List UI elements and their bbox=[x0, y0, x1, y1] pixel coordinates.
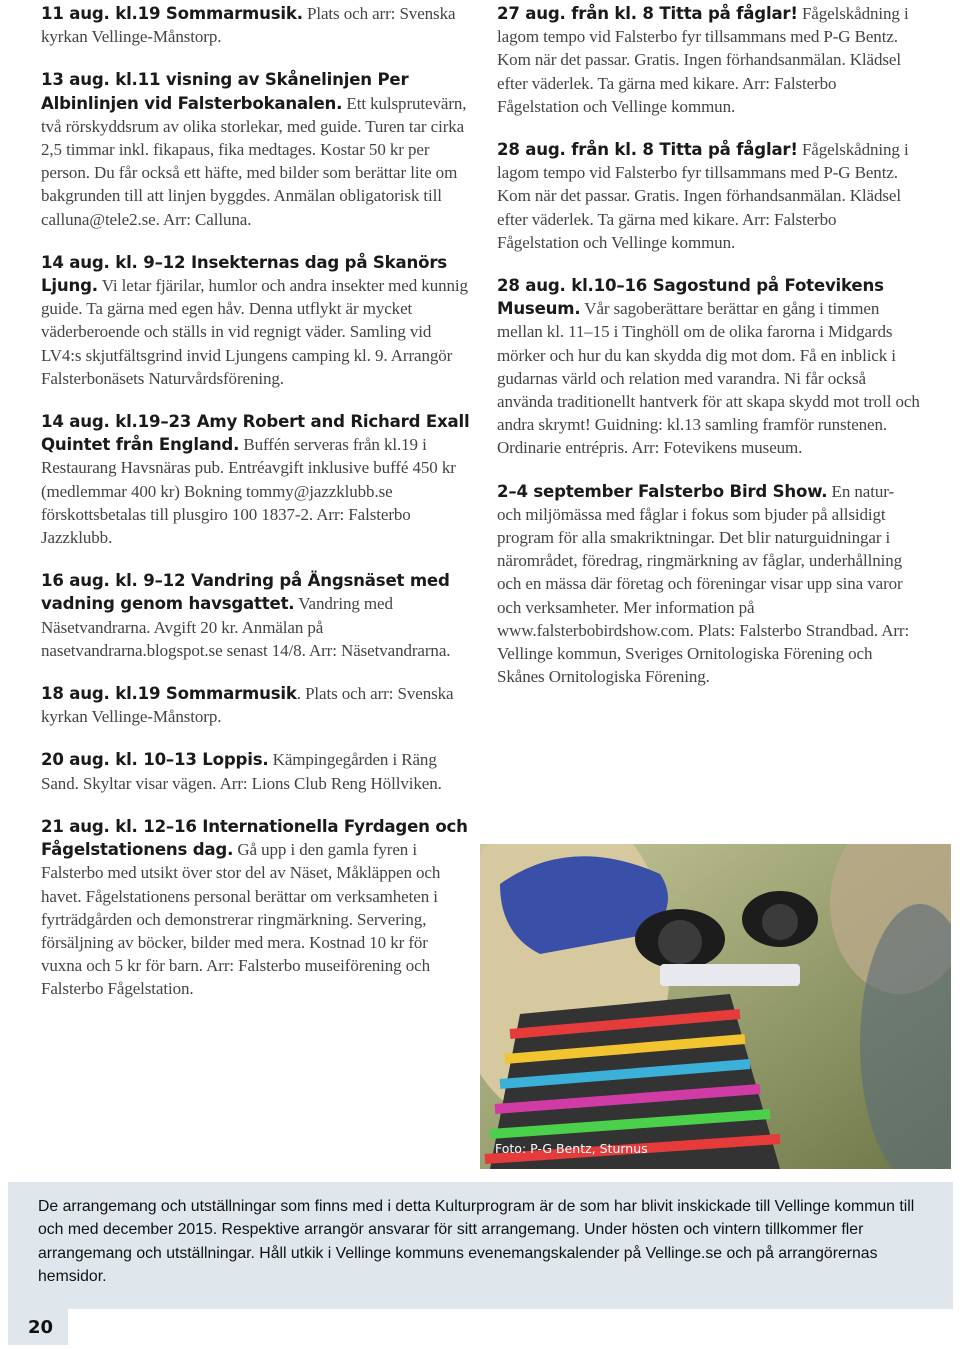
event-body: Fågelskådning i lagom tempo vid Falsterbo fyr tillsammans med P-G Bentz. Kom när det passar. Gratis. Ingen förhandsanmälan. Klädsel efter väderlek. Ta gärna med kikare. Arr: Falsterbo Fågelstation och Vellinge kommun. bbox=[497, 4, 909, 116]
event-heading: 28 aug. från kl. 8 Titta på fåglar! bbox=[497, 140, 798, 160]
event-body: Vår sagoberättare berättar en gång i timmen mellan kl. 11–15 i Tinghöll om de olika farorna i Midgards mörker och hur du kan skydda dig mot dom. Få en inblick i gudarnas värld och relation med varandra. Ni får också använda traditionellt hantverk för att skapa skydd mot troll och andra skrymt! Guidning: kl.13 samling framför runstenen. Ordinarie entrépris. Arr: Fotevikens museum. bbox=[497, 299, 920, 458]
disclaimer-box bbox=[8, 1182, 953, 1309]
event-entry bbox=[497, 2, 922, 118]
event-heading: 20 aug. kl. 10–13 Loppis. bbox=[41, 750, 269, 770]
event-entry bbox=[41, 815, 471, 1001]
left-column bbox=[41, 2, 471, 1021]
event-heading: 18 aug. kl.19 Sommarmusik bbox=[41, 684, 297, 704]
event-entry bbox=[41, 569, 471, 662]
event-entry bbox=[497, 274, 922, 460]
event-entry bbox=[41, 251, 471, 390]
event-body: Kämpingegården i Räng Sand. Skyltar visar vägen. Arr: Lions Club Reng Höllviken. bbox=[41, 750, 442, 793]
page-number bbox=[8, 1309, 68, 1345]
event-body: Vi letar fjärilar, humlor och andra insekter med kunnig guide. Ta gärna med egen håv. Denna utflykt är mycket väderberoende och ställs in vid regnigt väder. Samling vid LV4:s skjutfältsgrind invid Ljungens camping kl. 9. Arrangör Falsterbonäsets Naturvårdsförening. bbox=[41, 276, 468, 388]
event-body: Buffén serveras från kl.19 i Restaurang Havsnäras pub. Entréavgift inklusive buffé 450 kr (medlemmar 400 kr) Bokning tommy@jazzklubb.se förskottsbetalas till plusgiro 100 1837-2. Arr: Falsterbo Jazzklubb. bbox=[41, 435, 456, 548]
event-heading: 11 aug. kl.19 Sommarmusik. bbox=[41, 4, 303, 23]
event-heading: 16 aug. kl. 9–12 Vandring på Ängsnäset med vadning genom havsgattet. bbox=[41, 571, 450, 614]
event-body: En natur- och miljömässa med fåglar i fokus som bjuder på allsidigt program för alla smakriktningar. Det blir naturguidningar i närområdet, föredrag, ringmärkning av fåglar, underhållning och en mässa där företag och föreningar visar upp sina varor och verksamheter. Mer information på www.falsterbobirdshow.com. Plats: Falsterbo Strandbad. Arr: Vellinge kommun, Sveriges Ornitologiska Förening och Skånes Ornitologiska Förening. bbox=[497, 481, 910, 687]
event-entry bbox=[41, 2, 471, 48]
event-body: Vandring med Näsetvandrarna. Avgift 20 kr. Anmälan på nasetvandrarna.blogspot.se senast 14/8. Arr: Näsetvandrarna. bbox=[41, 594, 451, 660]
event-body: . Plats och arr: Svenska kyrkan Vellinge-Månstorp. bbox=[41, 684, 454, 727]
disclaimer-text: De arrangemang och utställningar som finns med i detta Kulturprogram är de som har blivit inskickade till Vellinge kommun till och med december 2015. Respektive arrangör ansvarar för sitt arrangemang. Under hösten och vintern tillkommer fler arrangemang och utställningar. Håll utkik i Vellinge kommuns evenemangskalender på Vellinge.se och på arrangörernas hemsidor. bbox=[38, 1198, 915, 1285]
birdwatching-photo bbox=[480, 844, 951, 1169]
event-body: Plats och arr: Svenska kyrkan Vellinge-Månstorp. bbox=[41, 4, 456, 47]
event-heading: 2–4 september Falsterbo Bird Show. bbox=[497, 481, 828, 501]
child-with-binoculars-illustration bbox=[480, 844, 951, 1169]
event-entry bbox=[41, 748, 471, 794]
event-heading: 14 aug. kl. 9–12 Insekternas dag på Skanörs Ljung. bbox=[41, 252, 447, 296]
event-entry bbox=[497, 138, 922, 254]
event-body: Ett kulsprutevärn, två rörskyddsrum av olika storlekar, med guide. Turen tar cirka 2,5 timmar inkl. fikapaus, fika medtages. Kostar 50 kr per person. Du får också ett häfte, med bilder som berättar lite om bakgrunden till att linjen byggdes. Anmälan obligatorisk till calluna@tele2.se. Arr: Calluna. bbox=[41, 93, 467, 229]
event-entry bbox=[497, 480, 922, 689]
event-heading: 13 aug. kl.11 visning av Skånelinjen Per Albinlinjen vid Falsterbokanalen. bbox=[41, 70, 409, 113]
event-heading: 27 aug. från kl. 8 Titta på fåglar! bbox=[497, 4, 798, 23]
event-entry bbox=[41, 410, 471, 549]
photo-credit: Foto: P-G Bentz, Sturnus bbox=[495, 1141, 648, 1156]
event-body: Fågelskådning i lagom tempo vid Falsterbo fyr tillsammans med P-G Bentz. Kom när det passar. Gratis. Ingen förhandsanmälan. Klädsel efter väderlek. Ta gärna med kikare. Arr: Falsterbo Fågelstation och Vellinge kommun. bbox=[497, 140, 909, 252]
right-column bbox=[497, 2, 922, 708]
event-body: Gå upp i den gamla fyren i Falsterbo med utsikt över stor del av Näset, Måkläppen och havet. Fågelstationens personal berättar om verksamheten i fyrträdgården och demonstrerar ringmärkning. Servering, försäljning av böcker, bilder med mera. Kostnad 10 kr för vuxna och 5 kr för barn. Arr: Falsterbo museiförening och Falsterbo Fågelstation. bbox=[41, 840, 441, 999]
event-heading: 14 aug. kl.19–23 Amy Robert and Richard Exall Quintet från England. bbox=[41, 412, 470, 455]
page-number-label: 20 bbox=[28, 1317, 54, 1338]
event-entry bbox=[41, 68, 471, 230]
event-entry bbox=[41, 682, 471, 728]
event-heading: 28 aug. kl.10–16 Sagostund på Fotevikens Museum. bbox=[497, 276, 884, 319]
event-heading: 21 aug. kl. 12–16 Internationella Fyrdagen och Fågelstationens dag. bbox=[41, 816, 468, 860]
